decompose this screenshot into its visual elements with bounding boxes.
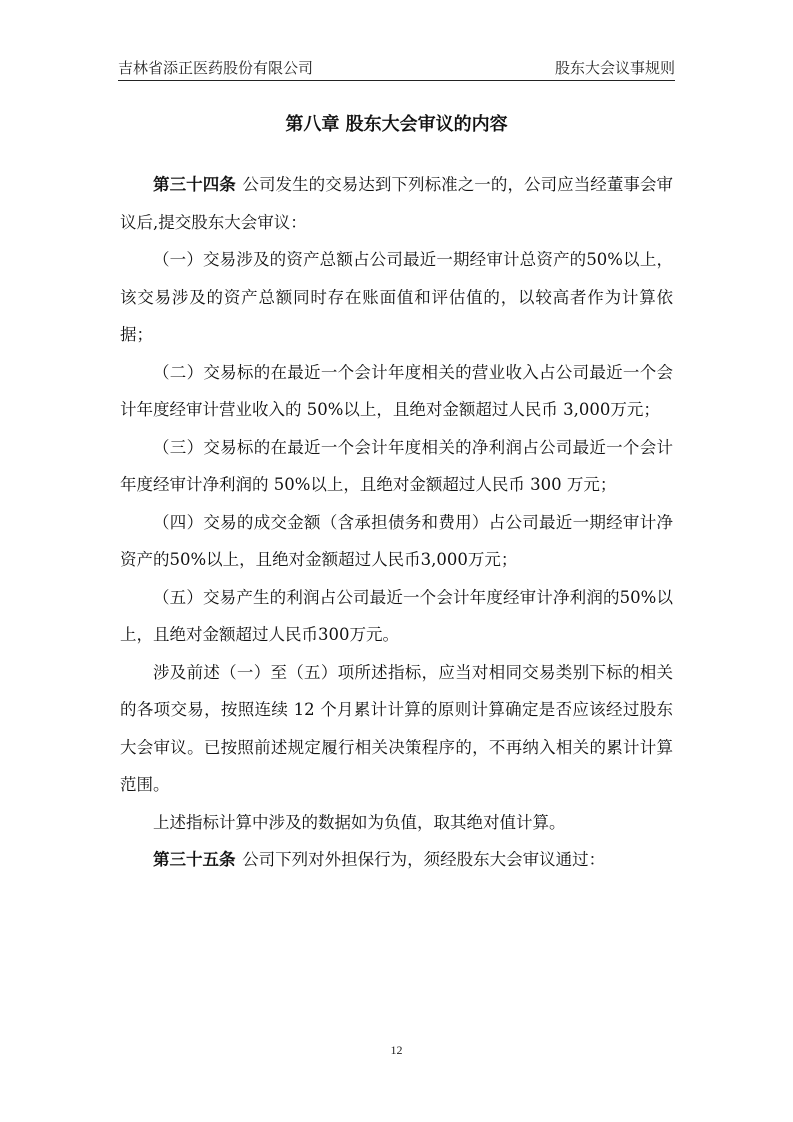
- paragraph-article-35: [120, 841, 673, 879]
- paragraph-text: （一）交易涉及的资产总额占公司最近一期经审计总资产的50%以上，该交易涉及的资产总额同时存在账面值和评估值的，以较高者作为计算依据；: [120, 250, 673, 344]
- page-header: [118, 58, 675, 81]
- paragraph-negative-values: [120, 804, 673, 842]
- paragraph-text: 上述指标计算中涉及的数据如为负值，取其绝对值计算。: [153, 812, 566, 832]
- paragraph-text: 涉及前述（一）至（五）项所述指标，应当对相同交易类别下标的相关的各项交易，按照连续 12 个月累计计算的原则计算确定是否应该经过股东大会审议。已按照前述规定履行相关决策程序的，不再纳入相关的累计计算范围。: [120, 662, 673, 794]
- paragraph-item-3: [120, 429, 673, 504]
- header-document-title: 股东大会议事规则: [554, 59, 675, 77]
- page-number: 12: [390, 1043, 403, 1057]
- paragraph-item-2: [120, 354, 673, 429]
- article-label: 第三十五条: [153, 850, 236, 869]
- paragraph-text: 公司下列对外担保行为，须经股东大会审议通过：: [242, 850, 606, 869]
- paragraph-item-5: [120, 579, 673, 654]
- paragraph-item-4: [120, 504, 673, 579]
- paragraph-text: 公司发生的交易达到下列标准之一的，公司应当经董事会审议后,提交股东大会审议：: [120, 175, 674, 232]
- paragraph-text: （二）交易标的在最近一个会计年度相关的营业收入占公司最近一个会计年度经审计营业收入的 50%以上，且绝对金额超过人民币 3,000万元；: [120, 362, 673, 419]
- paragraph-article-34: [120, 166, 673, 241]
- paragraph-text: （五）交易产生的利润占公司最近一个会计年度经审计净利润的50%以上，且绝对金额超过人民币300万元。: [120, 587, 673, 644]
- article-label: 第三十四条: [153, 175, 236, 194]
- paragraph-text: （三）交易标的在最近一个会计年度相关的净利润占公司最近一个会计年度经审计净利润的 50%以上，且绝对金额超过人民币 300 万元；: [120, 437, 673, 494]
- paragraph-text: （四）交易的成交金额（含承担债务和费用）占公司最近一期经审计净资产的50%以上，且绝对金额超过人民币3,000万元；: [120, 512, 673, 569]
- chapter-title: 第八章 股东大会审议的内容: [285, 114, 508, 135]
- article-body: [120, 166, 673, 879]
- header-company-name: 吉林省添正医药股份有限公司: [118, 59, 314, 77]
- paragraph-aggregation-rule: [120, 654, 673, 804]
- paragraph-item-1: [120, 241, 673, 354]
